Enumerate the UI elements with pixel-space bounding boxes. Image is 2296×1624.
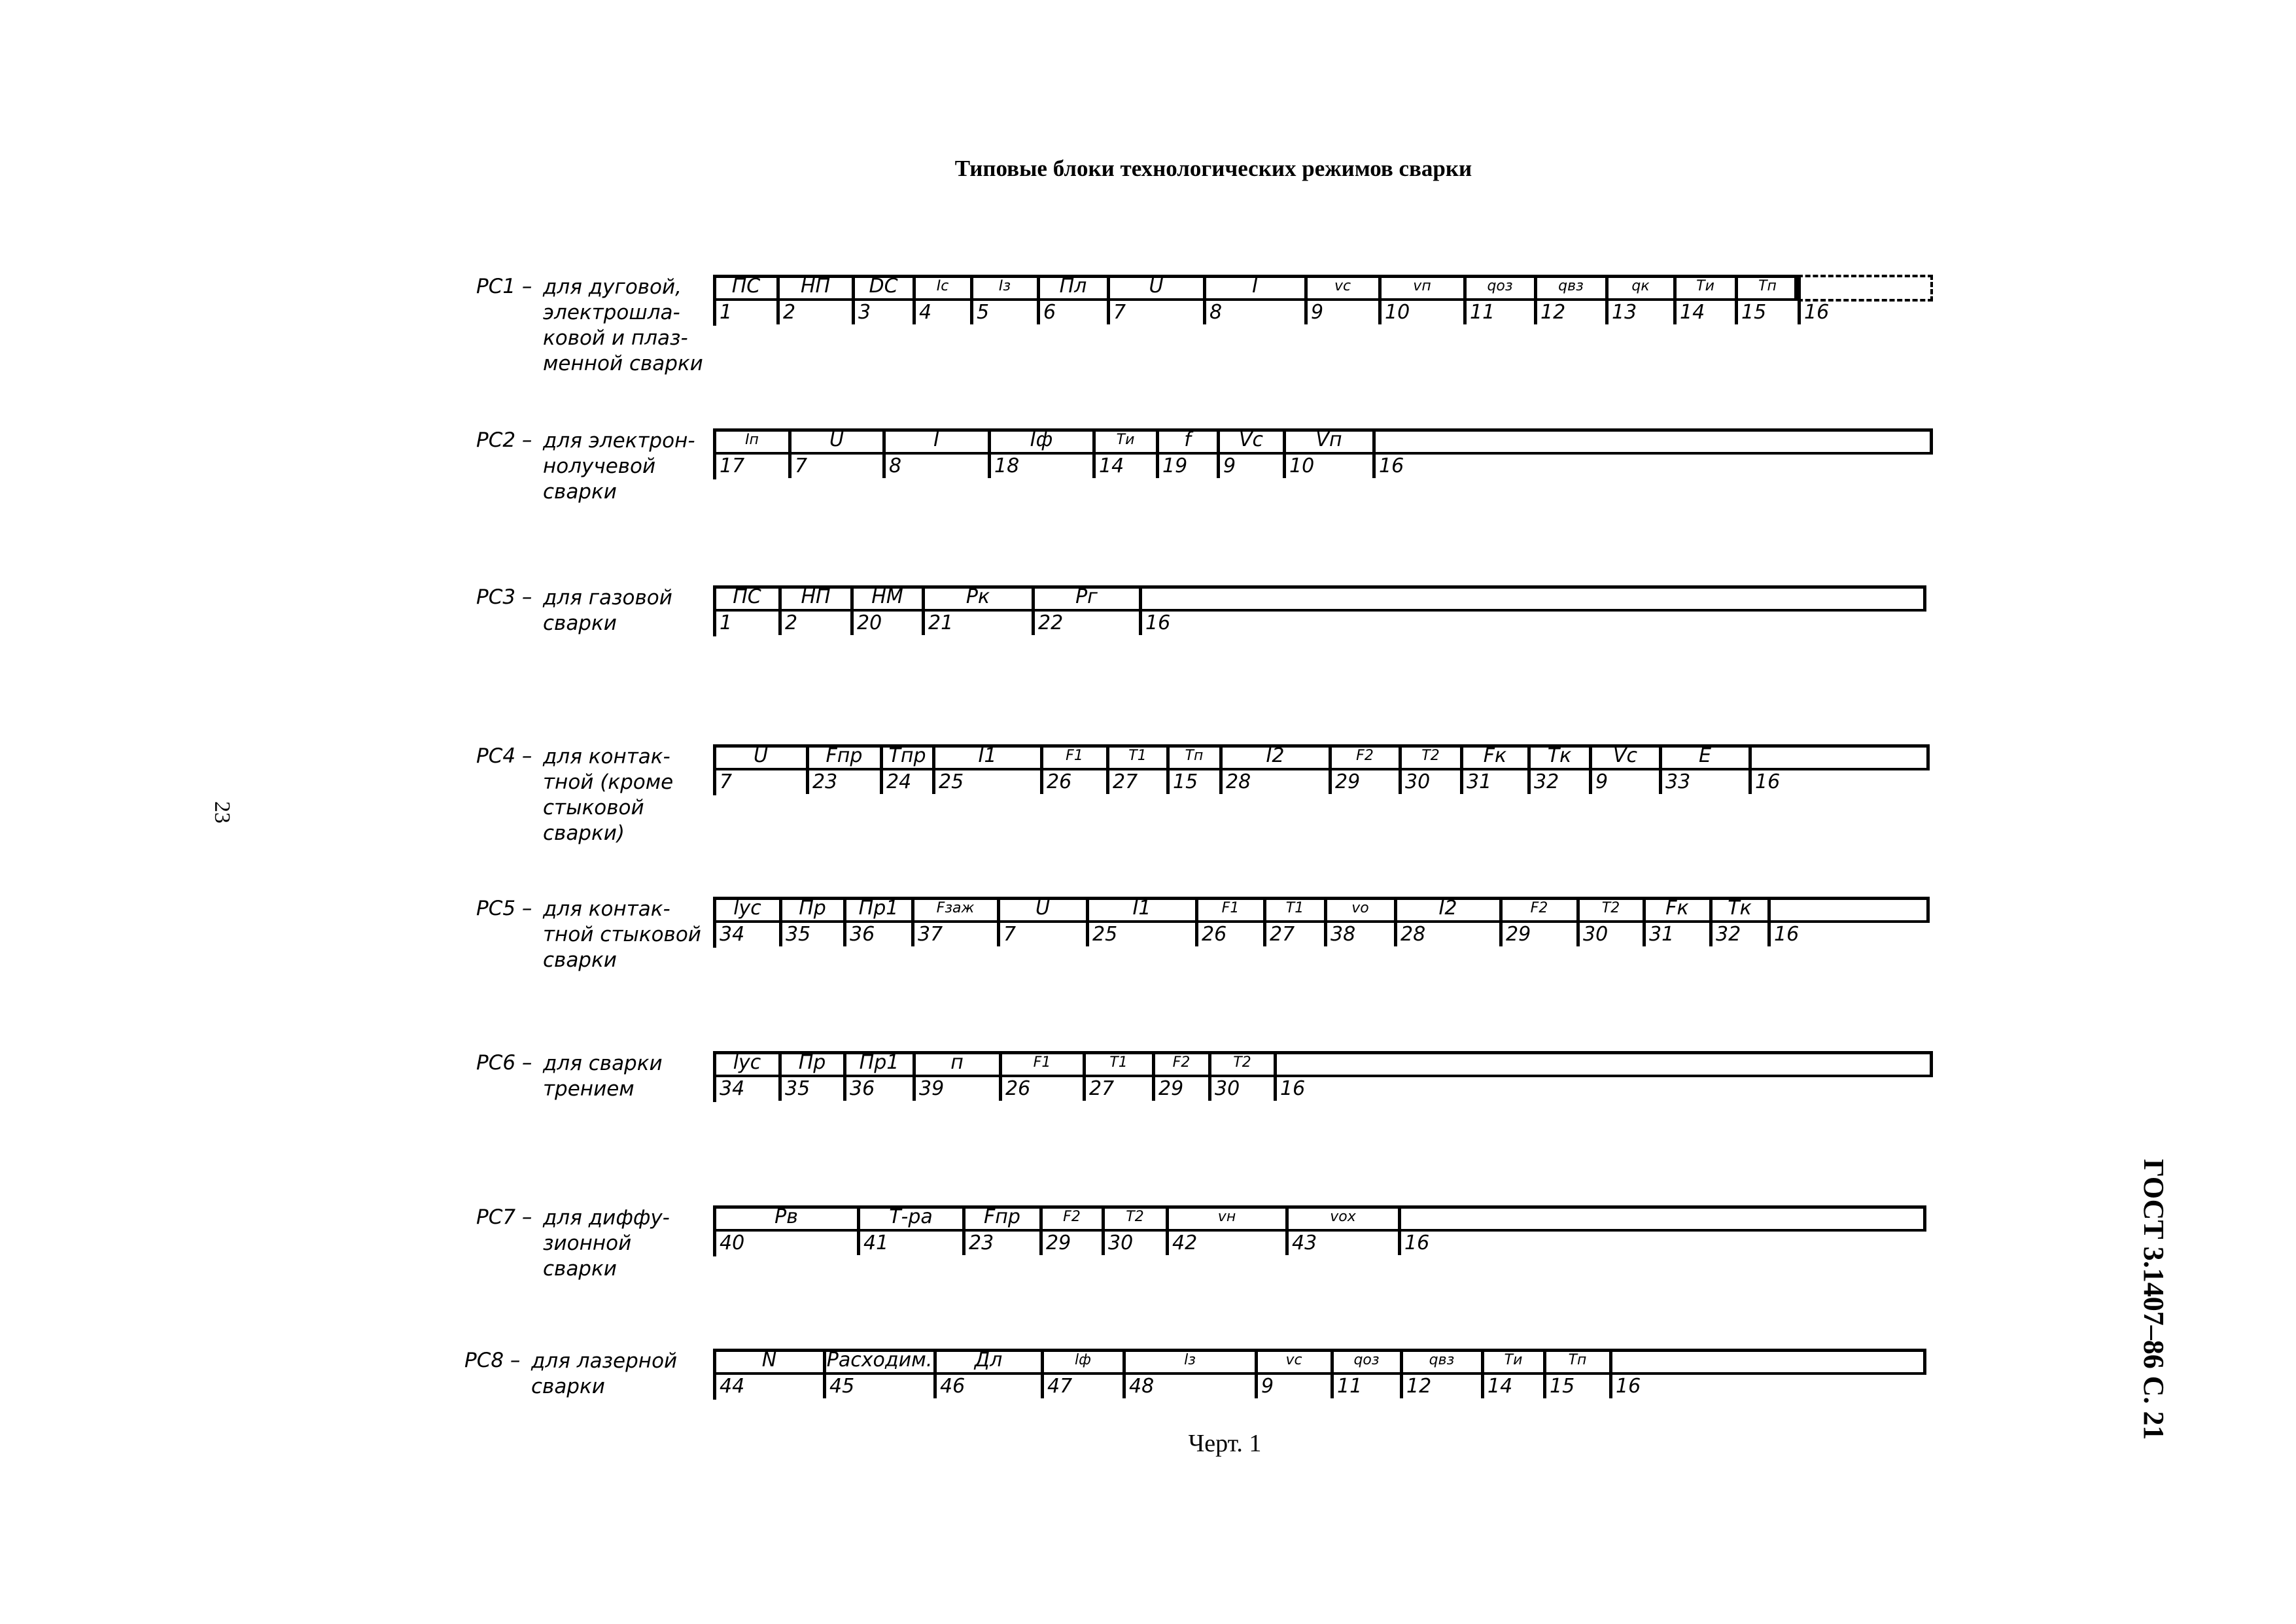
- parameter-number: 16: [1755, 770, 1781, 793]
- block-description-line: для контак-: [543, 745, 670, 769]
- parameter-symbol: Пр1: [858, 897, 899, 920]
- parameter-symbol: Tи: [1504, 1352, 1523, 1368]
- block-code: [476, 744, 532, 768]
- parameter-symbol: Fк: [1483, 744, 1507, 767]
- parameter-symbol: U: [829, 428, 844, 451]
- block-description-line: зионной: [543, 1232, 632, 1255]
- parameter-number: 9: [1595, 770, 1609, 793]
- block-description-line: трением: [543, 1077, 635, 1101]
- parameter-number: 44: [720, 1375, 745, 1398]
- parameter-table-рс1: [713, 275, 1933, 334]
- parameter-symbol: Vс: [1612, 744, 1638, 767]
- parameter-symbol: Fзаж: [936, 900, 975, 916]
- parameter-symbol: qоз: [1353, 1352, 1380, 1368]
- parameter-number: 14: [1487, 1375, 1513, 1398]
- parameter-number: 47: [1047, 1375, 1073, 1398]
- document-header-right: ГОСТ 3.1407–86 С. 21: [2138, 1159, 2170, 1440]
- parameter-symbol: Tп: [1185, 748, 1204, 764]
- parameter-number: 9: [1223, 455, 1236, 477]
- parameter-symbol: T2: [1233, 1054, 1251, 1071]
- block-code-text: РС3: [476, 585, 516, 609]
- cell-separator: [1398, 1205, 1401, 1255]
- parameter-symbol: N: [761, 1349, 777, 1372]
- parameter-symbol: п: [950, 1051, 964, 1074]
- table-divider: [713, 1229, 1926, 1232]
- parameter-symbol: T2: [1126, 1209, 1144, 1225]
- block-code: [476, 585, 532, 609]
- parameter-symbol: vох: [1330, 1209, 1356, 1225]
- parameter-symbol: Tк: [1547, 744, 1572, 767]
- parameter-number: 23: [812, 770, 838, 793]
- parameter-number: 29: [1158, 1077, 1184, 1100]
- parameter-symbol: vо: [1351, 900, 1369, 916]
- parameter-number: 37: [918, 923, 943, 946]
- parameter-symbol: lф: [1075, 1352, 1091, 1368]
- block-description: [543, 1051, 713, 1102]
- parameter-number: 35: [786, 923, 811, 946]
- parameter-number: 42: [1172, 1232, 1198, 1254]
- block-description-line: электрошла-: [543, 301, 680, 324]
- parameter-symbol: НП: [800, 275, 831, 298]
- parameter-number: 4: [919, 301, 932, 324]
- parameter-number: 2: [785, 612, 798, 634]
- parameter-number: 20: [857, 612, 882, 634]
- parameter-symbol: F2: [1356, 748, 1374, 764]
- parameter-number: 16: [1804, 301, 1830, 324]
- parameter-symbol: Tк: [1728, 897, 1752, 920]
- block-code: [464, 1349, 520, 1372]
- block-description-line: сварки: [543, 480, 617, 504]
- parameter-number: 7: [1113, 301, 1126, 324]
- block-code-text: РС6: [476, 1051, 516, 1075]
- page-title: Типовые блоки технологических режимов сварки: [954, 156, 1472, 181]
- parameter-number: 43: [1292, 1232, 1317, 1254]
- parameter-number: 12: [1406, 1375, 1432, 1398]
- cell-separator: [1274, 1051, 1277, 1101]
- parameter-number: 30: [1108, 1232, 1134, 1254]
- parameter-symbol: T1: [1109, 1054, 1128, 1071]
- parameter-number: 29: [1335, 770, 1361, 793]
- parameter-number: 36: [850, 1077, 875, 1100]
- parameter-number: 1: [720, 612, 733, 634]
- block-code-text: РС8: [464, 1349, 504, 1372]
- parameter-symbol: F2: [1530, 900, 1548, 916]
- block-description-line: для контак-: [543, 897, 670, 921]
- parameter-number: 7: [795, 455, 808, 477]
- parameter-number: 15: [1741, 301, 1767, 324]
- block-description-line: для дуговой,: [543, 275, 682, 299]
- parameter-number: 15: [1550, 1375, 1575, 1398]
- block-description-line: для лазерной: [531, 1349, 678, 1373]
- parameter-symbol: lус: [733, 897, 761, 920]
- parameter-symbol: Tп: [1568, 1352, 1587, 1368]
- parameter-number: 29: [1046, 1232, 1071, 1254]
- parameter-number: 5: [977, 301, 990, 324]
- block-description-line: сварки: [543, 948, 617, 972]
- parameter-number: 26: [1047, 770, 1072, 793]
- parameter-number: 16: [1379, 455, 1404, 477]
- parameter-symbol: I: [1252, 275, 1258, 298]
- parameter-number: 40: [720, 1232, 745, 1254]
- block-description: [543, 897, 713, 973]
- parameter-number: 27: [1089, 1077, 1115, 1100]
- parameter-symbol: ПС: [733, 585, 761, 608]
- block-code: [476, 1051, 532, 1075]
- parameter-symbol: DC: [869, 275, 898, 298]
- block-description-line: тной стыковой: [543, 923, 701, 946]
- parameter-symbol: ПС: [731, 275, 761, 298]
- parameter-number: 8: [1209, 301, 1223, 324]
- parameter-number: 30: [1583, 923, 1609, 946]
- parameter-symbol: Рв: [774, 1205, 798, 1228]
- figure-caption: Черт. 1: [1188, 1430, 1262, 1457]
- parameter-symbol: Iс: [936, 278, 949, 294]
- parameter-number: 30: [1405, 770, 1431, 793]
- parameter-symbol: U: [1149, 275, 1164, 298]
- block-description-line: сварки: [531, 1375, 605, 1398]
- parameter-number: 1: [720, 301, 733, 324]
- parameter-number: 21: [928, 612, 954, 634]
- cell-separator: [1798, 275, 1801, 324]
- parameter-symbol: Tи: [1116, 432, 1135, 448]
- parameter-symbol: Дл: [974, 1349, 1003, 1372]
- parameter-number: 32: [1534, 770, 1559, 793]
- parameter-number: 9: [1311, 301, 1324, 324]
- parameter-symbol: E: [1699, 744, 1711, 767]
- parameter-number: 3: [858, 301, 871, 324]
- parameter-symbol: Iз: [998, 278, 1011, 294]
- block-code: [476, 428, 532, 452]
- parameter-symbol: U: [1035, 897, 1050, 920]
- parameter-symbol: Рг: [1075, 585, 1098, 608]
- parameter-number: 15: [1173, 770, 1198, 793]
- parameter-symbol: Vп: [1315, 428, 1342, 451]
- parameter-table-рс2: [713, 428, 1933, 487]
- block-code-text: РС1: [476, 275, 516, 298]
- parameter-number: 25: [1092, 923, 1118, 946]
- parameter-table-рс6: [713, 1051, 1933, 1110]
- parameter-symbol: lус: [733, 1051, 761, 1074]
- block-description-line: менной сварки: [543, 352, 703, 375]
- parameter-number: 35: [785, 1077, 810, 1100]
- block-code: [476, 1205, 532, 1229]
- parameter-number: 28: [1400, 923, 1426, 946]
- block-description-line: для газовой: [543, 586, 672, 610]
- block-code: [476, 275, 532, 298]
- block-code-text: РС7: [476, 1205, 516, 1229]
- optional-cell-dashed: [1798, 275, 1933, 302]
- parameter-symbol: I2: [1438, 897, 1457, 920]
- parameter-symbol: I: [933, 428, 939, 451]
- parameter-number: 18: [994, 455, 1020, 477]
- parameter-symbol: T1: [1285, 900, 1304, 916]
- parameter-symbol: Fпр: [984, 1205, 1020, 1228]
- parameter-number: 22: [1038, 612, 1064, 634]
- parameter-number: 34: [720, 1077, 745, 1100]
- parameter-number: 41: [863, 1232, 889, 1254]
- parameter-symbol: Рк: [965, 585, 990, 608]
- block-description-line: стыковой: [543, 796, 644, 820]
- parameter-number: 36: [850, 923, 875, 946]
- parameter-symbol: vc: [1334, 278, 1351, 294]
- block-code-dash: –: [515, 585, 532, 609]
- block-code-text: РС5: [476, 897, 516, 920]
- parameter-number: 7: [720, 770, 733, 793]
- parameter-number: 6: [1043, 301, 1056, 324]
- parameter-symbol: T2: [1421, 748, 1440, 764]
- block-description: [531, 1349, 701, 1400]
- parameter-number: 16: [1616, 1375, 1641, 1398]
- parameter-number: 17: [720, 455, 745, 477]
- block-code-dash: –: [515, 428, 532, 452]
- parameter-symbol: НП: [801, 585, 831, 608]
- parameter-symbol: Tп: [1758, 278, 1777, 294]
- parameter-symbol: vн: [1217, 1209, 1236, 1225]
- parameter-number: 19: [1162, 455, 1188, 477]
- parameter-symbol: Пр1: [859, 1051, 899, 1074]
- block-description-line: для диффу-: [543, 1206, 670, 1230]
- parameter-number: 11: [1470, 301, 1495, 324]
- parameter-number: 46: [940, 1375, 965, 1398]
- parameter-symbol: qоз: [1487, 278, 1513, 294]
- parameter-table-рс3: [713, 585, 1926, 644]
- block-description: [543, 585, 713, 636]
- parameter-number: 39: [919, 1077, 945, 1100]
- block-code-text: РС2: [476, 428, 516, 452]
- parameter-number: 16: [1404, 1232, 1430, 1254]
- parameter-symbol: Fк: [1665, 897, 1689, 920]
- parameter-number: 8: [889, 455, 902, 477]
- block-code-dash: –: [515, 275, 532, 298]
- parameter-symbol: Пл: [1059, 275, 1087, 298]
- parameter-number: 34: [720, 923, 745, 946]
- parameter-number: 48: [1129, 1375, 1155, 1398]
- parameter-number: 45: [829, 1375, 855, 1398]
- parameter-table-рс4: [713, 744, 1930, 803]
- parameter-table-рс5: [713, 897, 1930, 956]
- page-number-left: 23: [210, 801, 234, 823]
- table-divider: [713, 1075, 1933, 1077]
- parameter-number: 38: [1331, 923, 1356, 946]
- parameter-number: 26: [1202, 923, 1227, 946]
- parameter-number: 29: [1506, 923, 1531, 946]
- block-description: [543, 744, 713, 846]
- parameter-symbol: F1: [1221, 900, 1240, 916]
- parameter-number: 7: [1003, 923, 1017, 946]
- parameter-number: 25: [939, 770, 964, 793]
- parameter-number: 14: [1680, 301, 1705, 324]
- cell-separator: [1609, 1349, 1612, 1398]
- parameter-symbol: F2: [1172, 1054, 1191, 1071]
- cell-separator: [1767, 897, 1771, 946]
- block-description-line: для сварки: [543, 1052, 663, 1075]
- block-description: [543, 275, 713, 377]
- parameter-symbol: F1: [1066, 748, 1083, 764]
- block-description-line: ковой и плаз-: [543, 326, 688, 350]
- table-divider: [713, 1372, 1926, 1375]
- parameter-symbol: Tпр: [888, 744, 926, 767]
- parameter-table-рс7: [713, 1205, 1926, 1264]
- block-code: [476, 897, 532, 920]
- parameter-symbol: vп: [1413, 278, 1431, 294]
- block-code-text: РС4: [476, 744, 516, 768]
- parameter-number: 32: [1716, 923, 1741, 946]
- parameter-number: 23: [969, 1232, 994, 1254]
- parameter-symbol: qк: [1631, 278, 1650, 294]
- block-description-line: нолучевой: [543, 455, 656, 478]
- parameter-number: 16: [1774, 923, 1800, 946]
- parameter-symbol: vс: [1285, 1352, 1302, 1368]
- cell-separator: [1139, 585, 1142, 635]
- parameter-number: 2: [783, 301, 796, 324]
- block-description-line: сварки: [543, 1257, 617, 1281]
- parameter-symbol: lз: [1184, 1352, 1196, 1368]
- block-description: [543, 428, 713, 505]
- block-code-dash: –: [504, 1349, 521, 1372]
- parameter-symbol: qвз: [1429, 1352, 1455, 1368]
- block-description: [543, 1205, 713, 1282]
- parameter-number: 11: [1337, 1375, 1363, 1398]
- block-description-line: для электрон-: [543, 429, 695, 453]
- parameter-symbol: Пр: [799, 897, 826, 920]
- parameter-symbol: Расходим.: [826, 1349, 933, 1372]
- parameter-symbol: Т-ра: [889, 1205, 933, 1228]
- table-divider: [713, 920, 1930, 923]
- parameter-number: 30: [1215, 1077, 1240, 1100]
- parameter-symbol: I2: [1266, 744, 1285, 767]
- block-code-dash: –: [515, 897, 532, 920]
- block-code-dash: –: [515, 1205, 532, 1229]
- cell-separator: [1748, 744, 1752, 794]
- block-description-line: сварки: [543, 612, 617, 635]
- parameter-symbol: Fпр: [826, 744, 863, 767]
- parameter-number: 16: [1145, 612, 1171, 634]
- parameter-symbol: Iп: [745, 432, 759, 448]
- parameter-symbol: F1: [1033, 1054, 1051, 1071]
- parameter-number: 13: [1612, 301, 1637, 324]
- parameter-number: 27: [1113, 770, 1138, 793]
- parameter-symbol: U: [754, 744, 768, 767]
- parameter-symbol: T1: [1128, 748, 1147, 764]
- parameter-symbol: I1: [978, 744, 997, 767]
- parameter-number: 10: [1385, 301, 1410, 324]
- parameter-symbol: F2: [1063, 1209, 1081, 1225]
- block-description-line: тной (кроме: [543, 770, 674, 794]
- block-code-dash: –: [515, 1051, 532, 1075]
- parameter-table-рс8: [713, 1349, 1926, 1408]
- cell-separator: [1372, 428, 1376, 478]
- parameter-symbol: f: [1184, 428, 1191, 451]
- parameter-number: 28: [1226, 770, 1251, 793]
- parameter-symbol: Iф: [1030, 428, 1053, 451]
- parameter-number: 31: [1649, 923, 1675, 946]
- block-code-dash: –: [515, 744, 532, 768]
- parameter-number: 27: [1270, 923, 1295, 946]
- parameter-number: 9: [1261, 1375, 1274, 1398]
- table-divider: [713, 609, 1926, 612]
- block-description-line: сварки): [543, 821, 625, 845]
- parameter-number: 31: [1467, 770, 1492, 793]
- parameter-symbol: Пр: [798, 1051, 826, 1074]
- parameter-number: 10: [1289, 455, 1315, 477]
- parameter-number: 26: [1005, 1077, 1031, 1100]
- parameter-number: 16: [1280, 1077, 1306, 1100]
- parameter-symbol: НМ: [871, 585, 903, 608]
- parameter-symbol: qвз: [1558, 278, 1584, 294]
- parameter-number: 14: [1099, 455, 1124, 477]
- parameter-symbol: Vс: [1238, 428, 1264, 451]
- parameter-number: 24: [886, 770, 912, 793]
- parameter-symbol: T2: [1601, 900, 1620, 916]
- parameter-symbol: Tи: [1696, 278, 1714, 294]
- parameter-number: 12: [1540, 301, 1566, 324]
- parameter-symbol: I1: [1132, 897, 1151, 920]
- parameter-number: 33: [1665, 770, 1691, 793]
